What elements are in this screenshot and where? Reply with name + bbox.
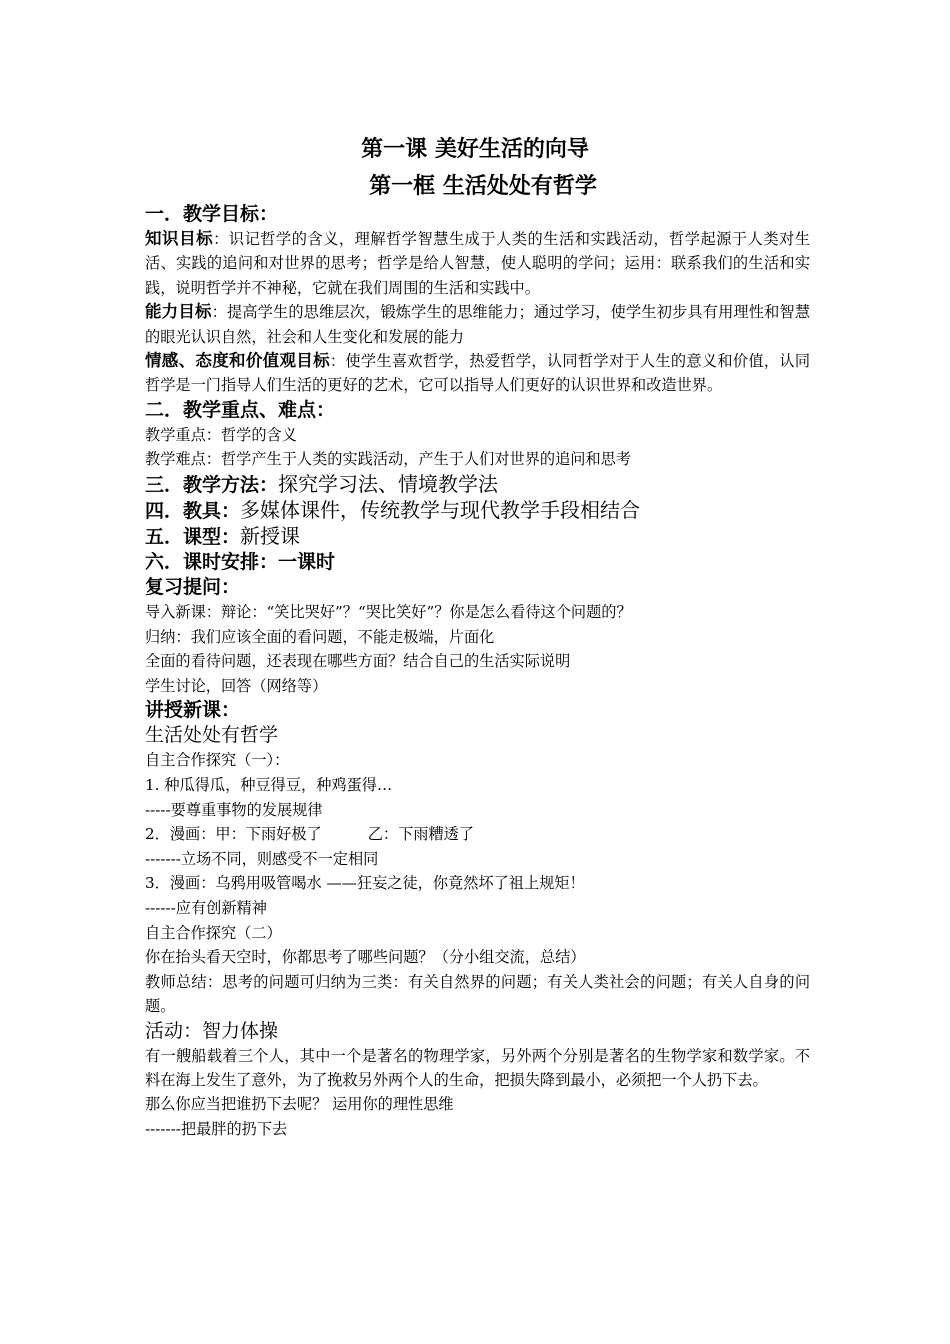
- heading-key-points: 二．教学重点、难点：: [145, 398, 336, 421]
- knowledge-goal-text: ：识记哲学的含义，理解哲学智慧生成于人类的生活和实践活动，哲学起源于人类对生活、实践的追问和对世界的思考；哲学是给人智慧，使人聪明的学问；运用：联系我们的生活和实践，说明哲学并不神秘，它就在我们周围的生活和实践中。: [145, 230, 811, 297]
- teaching-method-value: 探究学习法、情境教学法: [278, 472, 499, 497]
- section-subtitle: 第一框 生活处处有哲学: [369, 174, 597, 199]
- heading-teaching-goals: 一．教学目标：: [145, 203, 279, 225]
- item-two-part-b: 乙：下雨糟透了: [367, 825, 475, 844]
- heading-new-lesson: 讲授新课：: [145, 699, 241, 722]
- ability-goal-label: 能力目标: [145, 302, 212, 322]
- emotion-goal-label: 情感、态度和价值观目标: [145, 351, 330, 371]
- question-line: 全面的看待问题，还表现在哪些方面？结合自己的生活实际说明: [145, 652, 571, 671]
- teaching-aids-value: 多媒体课件，传统教学与现代教学手段相结合: [240, 498, 641, 523]
- answer-line: -------把最胖的扔下去: [145, 1119, 288, 1138]
- ability-goal-text: ：提高学生的思维层次，锻炼学生的思维能力；通过学习，使学生初步具有用理性和智慧的眼光认识自然，社会和人生变化和发展的能力: [145, 303, 811, 346]
- explore-two-line: 自主合作探究（二）: [145, 923, 282, 942]
- document-body: [145, 202, 810, 1142]
- teaching-method-label: 三．教学方法：: [145, 474, 279, 497]
- item-three-line: 3．漫画：乌鸦用吸管喝水 ——狂妄之徒，你竟然坏了祖上规矩！: [145, 874, 585, 893]
- item-one-note: -----要尊重事物的发展规律: [145, 800, 323, 819]
- item-one-line: 1. 种瓜得瓜，种豆得豆，种鸡蛋得…: [145, 776, 393, 794]
- question-three-line: 那么你应当把谁扔下去呢？ 运用你的理性思维: [145, 1095, 454, 1114]
- question-two-line: 你在抬头看天空时，你都思考了哪些问题？（分小组交流，总结）: [145, 948, 586, 967]
- lesson-type-value: 新授课: [240, 524, 301, 549]
- difficult-point-line: 教学难点：哲学产生于人类的实践活动，产生于人们对世界的追问和思考: [145, 450, 631, 469]
- item-three-note: ------应有创新精神: [145, 898, 267, 917]
- lesson-type-label: 五．课型：: [145, 526, 241, 549]
- topic-line: 生活处处有哲学: [145, 724, 279, 747]
- explore-one-line: 自主合作探究（一）：: [145, 751, 290, 770]
- heading-lesson-type: [145, 524, 810, 550]
- key-point-line: 教学重点：哲学的含义: [145, 425, 297, 444]
- ability-goal-paragraph: [145, 300, 810, 349]
- discussion-line: 学生讨论，回答（网络等）: [145, 676, 328, 695]
- heading-review: 复习提问：: [145, 576, 241, 599]
- story-paragraph: 有一艘船载着三个人，其中一个是著名的物理学家，另外两个分别是著名的生物学家和数学家。不料在海上发生了意外，为了挽救另外两个人的生命，把损失降到最小，必须把一个人扔下去。: [145, 1046, 810, 1089]
- lesson-title: 第一课 美好生活的向导: [361, 137, 589, 162]
- teaching-aids-label: 四．教具：: [145, 500, 241, 523]
- emotion-goal-paragraph: [145, 349, 810, 398]
- item-two-part-a: 2．漫画：甲：下雨好极了: [145, 825, 322, 844]
- item-two-line: [145, 822, 810, 847]
- knowledge-goal-paragraph: [145, 227, 810, 300]
- heading-teaching-method: [145, 472, 810, 498]
- intro-line: 导入新课：辩论：“笑比哭好”？“哭比笑好”？你是怎么看待这个问题的？: [145, 603, 632, 622]
- heading-schedule: 六．课时安排：一课时: [145, 551, 336, 574]
- summary-line: 归纳：我们应该全面的看问题，不能走极端，片面化: [145, 627, 495, 646]
- teacher-summary-paragraph: 教师总结：思考的问题可归纳为三类：有关自然界的问题；有关人类社会的问题；有关人自身的问题。: [145, 972, 810, 1016]
- item-two-note: -------立场不同，则感受不一定相同: [145, 849, 379, 868]
- activity-line: 活动：智力体操: [145, 1019, 279, 1042]
- emotion-goal-text: ：使学生喜欢哲学，热爱哲学，认同哲学对于人生的意义和价值，认同哲学是一门指导人们生活的更好的艺术，它可以指导人们更好的认识世界和改造世界。: [145, 352, 811, 395]
- heading-teaching-aids: [145, 498, 810, 524]
- knowledge-goal-label: 知识目标: [145, 229, 214, 248]
